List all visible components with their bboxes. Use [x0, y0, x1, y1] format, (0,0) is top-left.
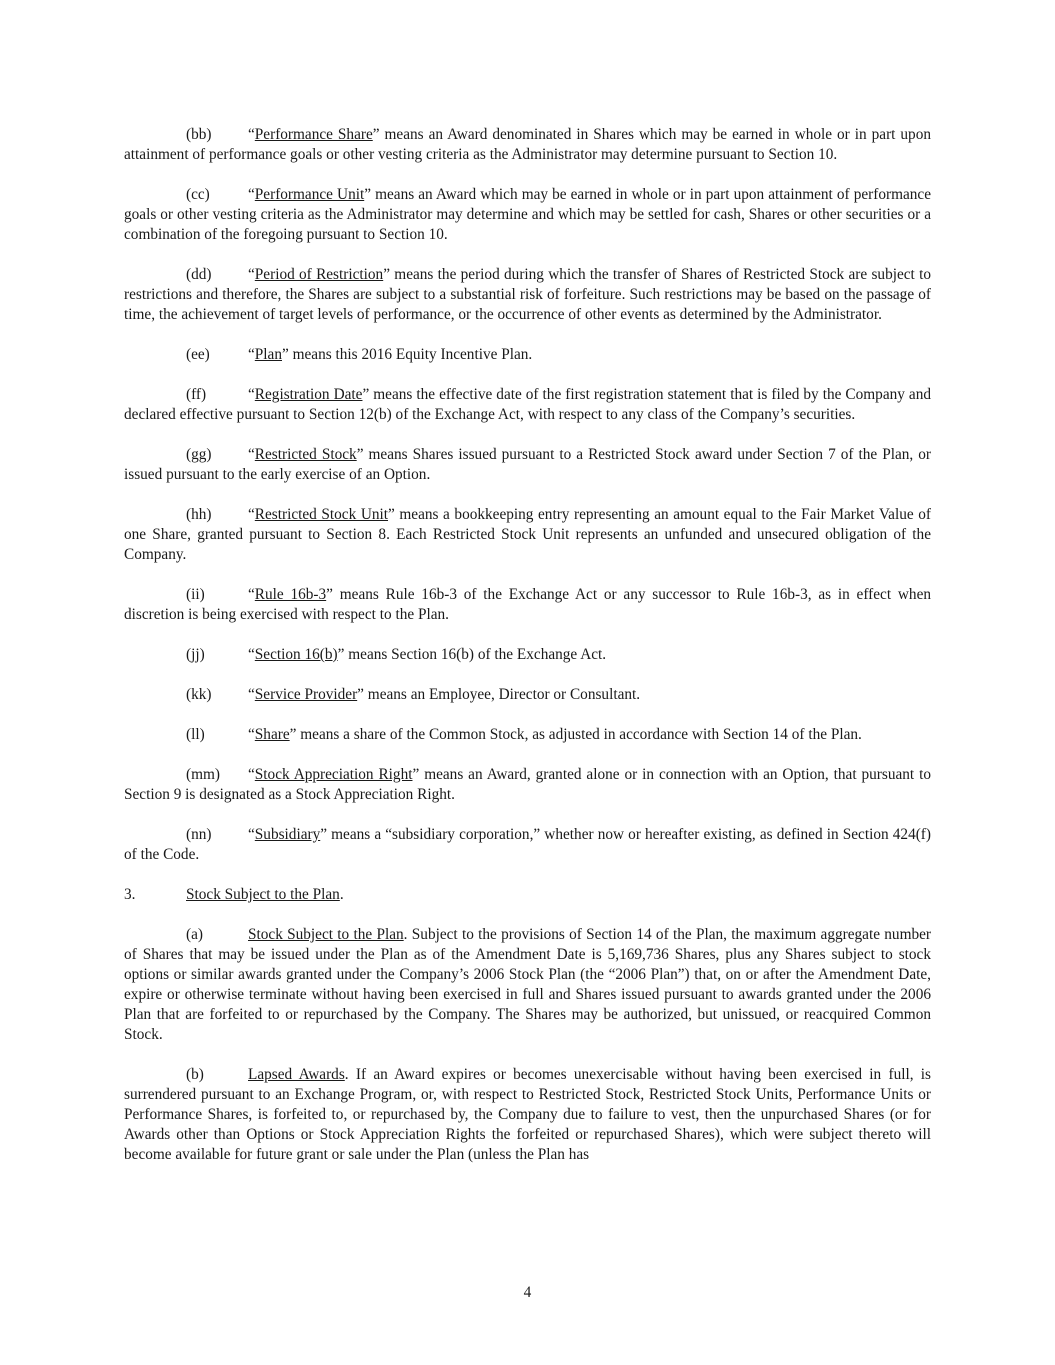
- definition-label: (bb): [186, 126, 212, 143]
- page-number: 4: [523, 1284, 532, 1301]
- definition-text: means a bookkeeping entry representing an amount equal to the Fair Market Value of one Share, granted pursuant to Section 8. Each Restricted Stock Unit represents an unfunded and unsecured obligation of the Company.: [124, 506, 931, 563]
- definition-text: means an Award which may be earned in whole or in part upon attainment of performance goals or other vesting criteria as the Administrator may determine and which may be settled for cash, Shares or other securities or a combination of the foregoing pursuant to Section 10.: [124, 186, 931, 243]
- subsection-title: Stock Subject to the Plan: [248, 926, 404, 943]
- defined-term: Subsidiary: [254, 826, 321, 843]
- subsection-a: [124, 925, 931, 1045]
- defined-term: Share: [254, 726, 290, 743]
- definition-label: (cc): [186, 186, 210, 203]
- definition-gg: (gg) “Restricted Stock” means Shares issued pursuant to a Restricted Stock award under Section 7 of the Plan, or issued pursuant to the early exercise of an Option.: [124, 446, 931, 483]
- defined-term: Registration Date: [254, 386, 363, 403]
- definition-label: (ee): [186, 346, 210, 363]
- defined-term: Plan: [254, 346, 282, 363]
- definition-label: (kk): [186, 686, 212, 703]
- definition-ee: (ee) “Plan” means this 2016 Equity Incentive Plan.: [186, 346, 533, 363]
- defined-term: Service Provider: [254, 686, 358, 703]
- definition-text: means a “subsidiary corporation,” whether now or hereafter existing, as defined in Section 424(f) of the Code.: [124, 826, 931, 863]
- definition-label: (gg): [186, 446, 212, 463]
- subsection-text: . If an Award expires or becomes unexercisable without having been exercised in full, is surrendered pursuant to an Exchange Program, or, with respect to Restricted Stock, Restricted Stock Units, Performance Units or Performance Shares, is forfeited to, or repurchased by, the Company due to failure to vest, then the unpurchased Shares (or for Awards other than Options or Stock Appreciation Rights the forfeited or repurchased Shares), which were subject thereto will become available for future grant or sale under the Plan (unless the Plan has: [124, 1066, 932, 1163]
- definition-text: means the period during which the transfer of Shares of Restricted Stock are subject to restrictions and therefore, the Shares are subject to a substantial risk of forfeiture. Such restrictions may be based on the passage of time, the achievement of target levels of performance, or the occurrence of other events as determined by the Administrator.: [124, 266, 931, 323]
- definition-text: means a share of the Common Stock, as adjusted in accordance with Section 14 of the Plan.: [296, 726, 862, 743]
- definition-label: (ll): [186, 726, 205, 743]
- defined-term: Rule 16b-3: [254, 586, 327, 603]
- definition-hh: (hh) “Restricted Stock Unit” means a bookkeeping entry representing an amount equal to the Fair Market Value of one Share, granted pursuant to Section 8. Each Restricted Stock Unit represents an unfunded and unsecured obligation of the Company.: [124, 506, 931, 563]
- definition-text: means an Award, granted alone or in connection with an Option, that pursuant to Section 9 is designated as a Stock Appreciation Right.: [124, 766, 931, 803]
- section-title: Stock Subject to the Plan: [186, 886, 340, 903]
- subsection-label: (a): [186, 926, 203, 943]
- definition-kk: (kk) “Service Provider” means an Employee, Director or Consultant.: [186, 686, 641, 703]
- subsection-label: (b): [186, 1066, 204, 1083]
- definition-label: (jj): [186, 646, 205, 663]
- section-number: 3.: [124, 886, 136, 903]
- defined-term: Stock Appreciation Right: [254, 766, 413, 783]
- definition-text: means Shares issued pursuant to a Restricted Stock award under Section 7 of the Plan, or issued pursuant to the early exercise of an Option.: [124, 446, 931, 483]
- defined-term: Performance Unit: [254, 186, 365, 203]
- subsection-title: Lapsed Awards: [248, 1066, 345, 1083]
- definition-bb: (bb) “Performance Share” means an Award denominated in Shares which may be earned in whole or in part upon attainment of performance goals or other vesting criteria as the Administrator may determine pursuant to Section 10.: [124, 126, 931, 163]
- definition-ii: (ii) “Rule 16b-3” means Rule 16b-3 of the Exchange Act or any successor to Rule 16b-3, as in effect when discretion is being exercised with respect to the Plan.: [124, 586, 932, 623]
- definition-mm: (mm) “Stock Appreciation Right” means an Award, granted alone or in connection with an Option, that pursuant to Section 9 is designated as a Stock Appreciation Right.: [124, 766, 931, 803]
- definition-label: (ii): [186, 586, 205, 603]
- definition-label: (mm): [186, 766, 220, 783]
- definition-jj: (jj) “Section 16(b)” means Section 16(b) of the Exchange Act.: [186, 646, 607, 663]
- defined-term: Section 16(b): [254, 646, 338, 663]
- definition-text: means this 2016 Equity Incentive Plan.: [288, 346, 533, 363]
- defined-term: Performance Share: [254, 126, 373, 143]
- definition-dd: (dd) “Period of Restriction” means the period during which the transfer of Shares of Restricted Stock are subject to restrictions and therefore, the Shares are subject to a substantial risk of forfeiture. Such restrictions may be based on the passage of time, the achievement of target levels of performance, or the occurrence of other events as determined by the Administrator.: [124, 266, 931, 323]
- definition-label: (nn): [186, 826, 212, 843]
- definition-label: (hh): [186, 506, 212, 523]
- definition-text: means an Award denominated in Shares which may be earned in whole or in part upon attainment of performance goals or other vesting criteria as the Administrator may determine pursuant to Section 10.: [124, 126, 931, 163]
- subsection-b: [124, 1065, 931, 1165]
- definition-text: means an Employee, Director or Consultant.: [363, 686, 641, 703]
- definition-text: means Section 16(b) of the Exchange Act.: [344, 646, 607, 663]
- definition-text: means Rule 16b-3 of the Exchange Act or any successor to Rule 16b-3, as in effect when discretion is being exercised with respect to the Plan.: [124, 586, 932, 623]
- definition-label: (dd): [186, 266, 212, 283]
- definition-ll: (ll) “Share” means a share of the Common Stock, as adjusted in accordance with Section 14 of the Plan.: [186, 726, 862, 743]
- definition-text: means the effective date of the first registration statement that is filed by the Company and declared effective pursuant to Section 12(b) of the Exchange Act, with respect to any class of the Company’s securities.: [124, 386, 931, 423]
- definition-nn: (nn) “Subsidiary” means a “subsidiary corporation,” whether now or hereafter existing, as defined in Section 424(f) of the Code.: [124, 826, 931, 863]
- section-3-heading: 3. Stock Subject to the Plan.: [124, 886, 344, 903]
- defined-term: Period of Restriction: [254, 266, 384, 283]
- definition-cc: (cc) “Performance Unit” means an Award which may be earned in whole or in part upon attainment of performance goals or other vesting criteria as the Administrator may determine and which may be settled for cash, Shares or other securities or a combination of the foregoing pursuant to Section 10.: [124, 186, 931, 243]
- defined-term: Restricted Stock: [254, 446, 357, 463]
- document-page: [124, 125, 931, 1165]
- defined-term: Restricted Stock Unit: [254, 506, 389, 523]
- definition-ff: (ff) “Registration Date” means the effective date of the first registration statement that is filed by the Company and declared effective pursuant to Section 12(b) of the Exchange Act, with respect to any class of the Company’s securities.: [124, 386, 931, 423]
- definition-label: (ff): [186, 386, 207, 403]
- subsection-text: . Subject to the provisions of Section 14 of the Plan, the maximum aggregate number of Shares that may be issued under the Plan as of the Amendment Date is 5,169,736 Shares, plus any Shares subject to stock options or similar awards granted under the Company’s 2006 Stock Plan (the “2006 Plan”) that, on or after the Amendment Date, expire or otherwise terminate without having been exercised in full and Shares issued pursuant to awards granted under the 2006 Plan that are forfeited to or repurchased by the Company. The Shares may be authorized, but unissued, or reacquired Common Stock.: [124, 926, 932, 1043]
